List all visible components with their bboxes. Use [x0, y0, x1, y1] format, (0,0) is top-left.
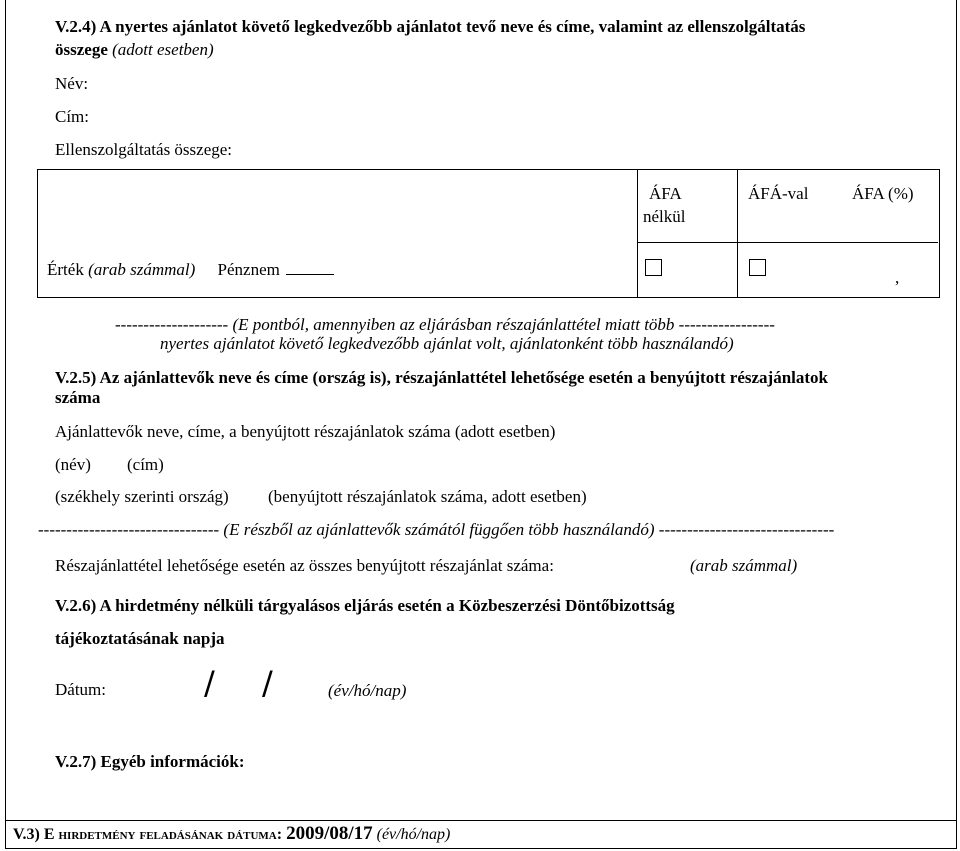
consideration-label: Ellenszolgáltatás összege:	[55, 140, 233, 159]
repeat-note-line1: -------------------- (E pontból, amennyiben az eljárásban részajánlattétel miatt több -----------------	[115, 315, 775, 334]
form-frame	[5, 0, 957, 822]
address-label: Cím:	[55, 107, 90, 126]
section-v25-title-line1: V.2.5) Az ajánlattevők neve és címe (ország is), részajánlattétel lehetősége esetén a benyújtott részajánlatok	[55, 368, 828, 387]
tenderer-address-hint: (cím)	[127, 455, 164, 474]
currency-blank[interactable]	[286, 273, 334, 275]
table-divider-1	[637, 170, 638, 298]
section-v25-title-line2: száma	[55, 388, 101, 407]
value-row	[47, 260, 334, 280]
tenderer-country-hint: (székhely szerinti ország)	[55, 487, 229, 506]
section-v25-repeat-note	[38, 520, 834, 540]
publication-date-value: 2009/08/17	[286, 823, 373, 844]
date-slash-2: /	[262, 664, 273, 702]
dashes-right: -------------------------------	[658, 520, 835, 539]
date-slash-1: /	[204, 664, 215, 702]
col-with-vat: ÁFÁ-val	[748, 184, 809, 203]
date-label: Dátum:	[55, 680, 106, 699]
value-hint: (arab számmal)	[88, 260, 196, 279]
tenderer-parts-hint: (benyújtott részajánlatok száma, adott esetben)	[268, 487, 587, 506]
date-format-hint: (év/hó/nap)	[328, 681, 407, 700]
publication-date-caps: hirdetmény feladásának dátuma	[58, 826, 277, 843]
repeat-note-line2: nyertes ajánlatot követő legkedvezőbb ajánlat volt, ajánlatonként több használandó)	[160, 334, 734, 353]
vat-comma: ,	[895, 268, 900, 287]
section-v26-title-line1: V.2.6) A hirdetmény nélküli tárgyalásos eljárás esetén a Közbeszerzési Döntőbizottság	[55, 596, 675, 615]
section-v27-title: V.2.7) Egyéb információk:	[55, 752, 245, 771]
with-vat-checkbox[interactable]	[749, 259, 766, 276]
dashes-left: --------------------------------	[38, 520, 220, 539]
total-parts-hint: (arab számmal)	[690, 556, 798, 575]
repeat-note-text: (E részből az ajánlattevők számától függően több használandó)	[223, 520, 655, 539]
tenderer-name-hint: (név)	[55, 455, 91, 474]
publication-date-colon: :	[276, 826, 287, 843]
section-v24-title-bold: összege	[55, 40, 108, 59]
col-without-vat-2: nélkül	[643, 207, 686, 226]
section-v25-intro: Ajánlattevők neve, címe, a benyújtott részajánlatok száma (adott esetben)	[55, 422, 556, 441]
section-v24-title-italic: (adott esetben)	[112, 40, 214, 59]
publication-date-format: (év/hó/nap)	[376, 826, 451, 843]
publication-date-prefix: V.3) E	[13, 826, 59, 843]
table-divider-2	[737, 170, 738, 298]
currency-label: Pénznem	[217, 260, 280, 279]
total-parts-label: Részajánlattétel lehetősége esetén az összes benyújtott részajánlat száma:	[55, 556, 554, 575]
col-vat-percent: ÁFA (%)	[852, 184, 914, 203]
without-vat-checkbox[interactable]	[645, 259, 662, 276]
table-row-divider	[637, 242, 938, 243]
name-label: Név:	[55, 74, 89, 93]
section-v26-title-line2: tájékoztatásának napja	[55, 629, 225, 648]
publication-date-row	[13, 823, 450, 845]
section-v24-title-line2	[55, 40, 214, 60]
col-without-vat-1: ÁFA	[649, 184, 682, 203]
value-label: Érték	[47, 260, 84, 279]
section-v24-title-line1: V.2.4) A nyertes ajánlatot követő legkedvezőbb ajánlatot tevő neve és címe, valamint az ellenszolgáltatás	[55, 17, 806, 36]
